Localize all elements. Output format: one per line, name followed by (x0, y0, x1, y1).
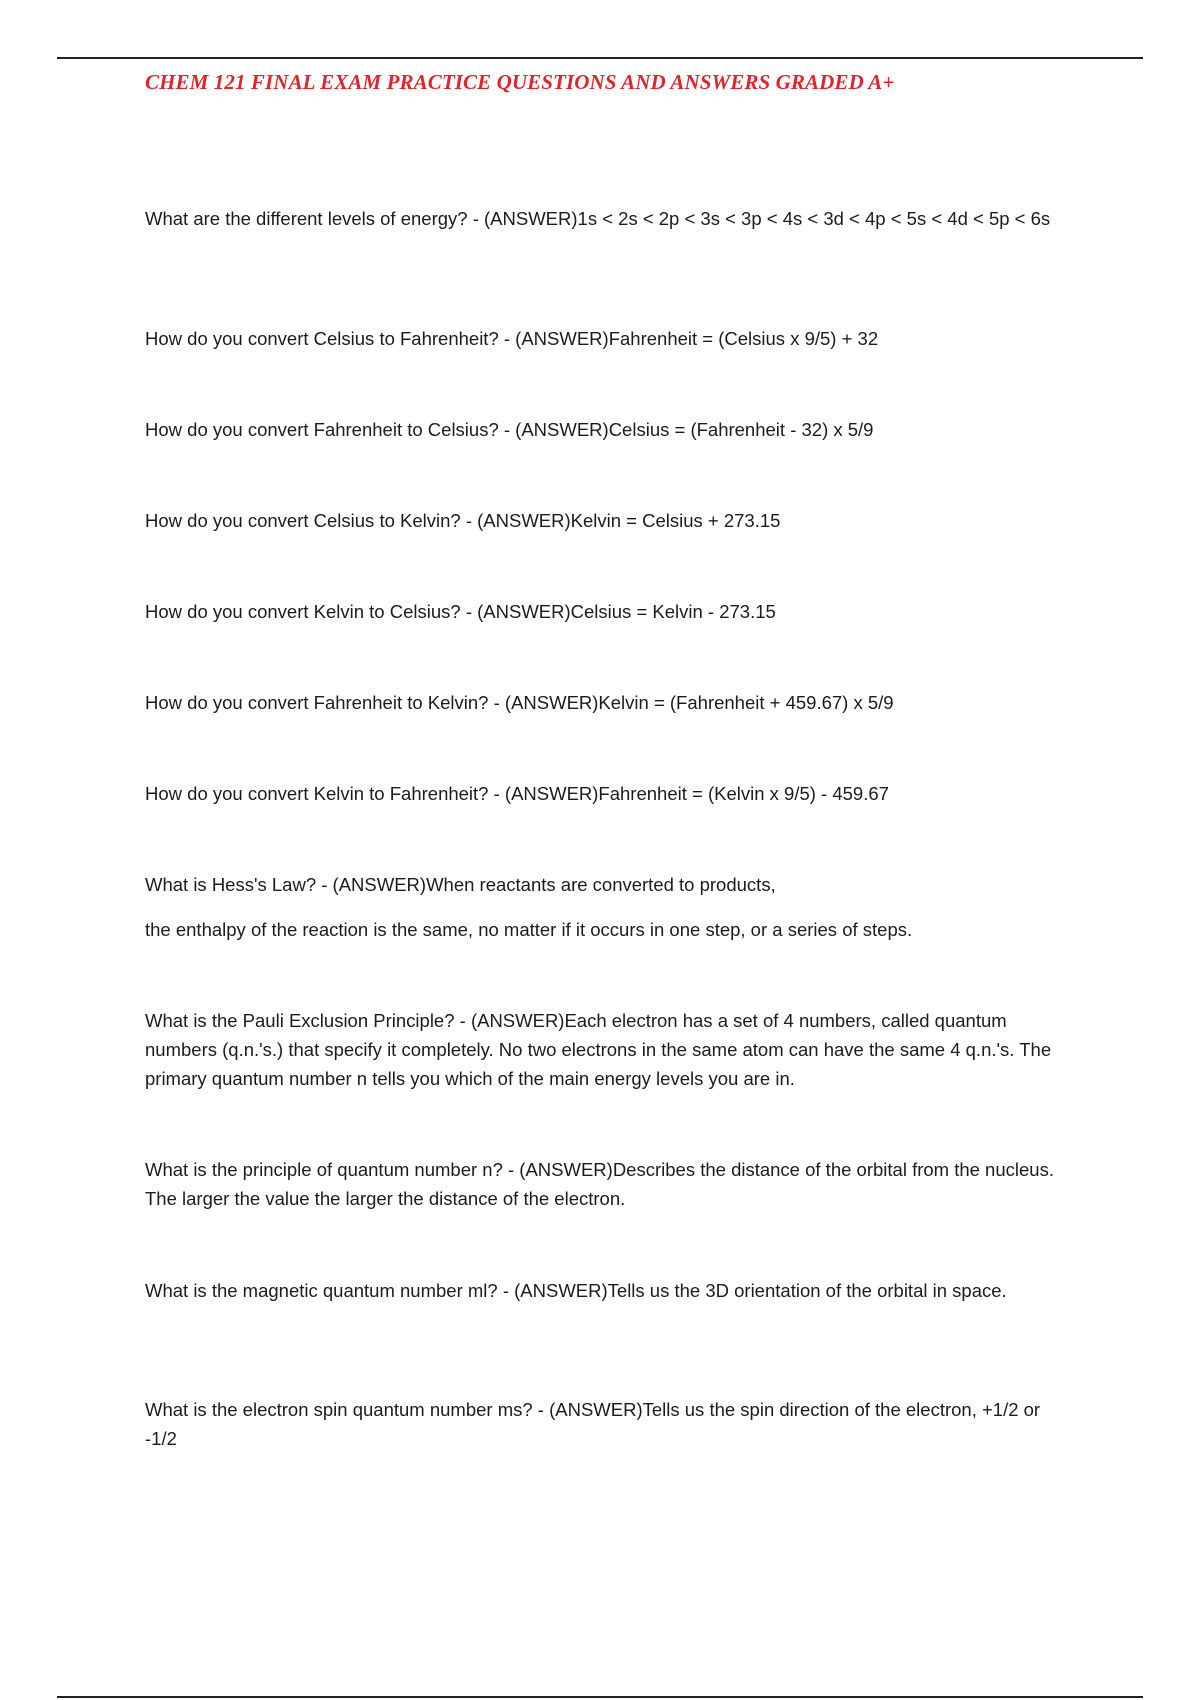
qa-text: What is the magnetic quantum number ml? - (ANSWER)Tells us the 3D orientation of the orbital in space. (145, 1280, 1007, 1301)
qa-text: How do you convert Celsius to Kelvin? - (ANSWER)Kelvin = Celsius + 273.15 (145, 510, 781, 531)
qa-entry-magnetic-quantum-number (145, 1276, 1075, 1305)
qa-entry-principal-quantum-number (145, 1155, 1075, 1213)
qa-text: How do you convert Kelvin to Celsius? - (ANSWER)Celsius = Kelvin - 273.15 (145, 601, 776, 622)
qa-text: What is the Pauli Exclusion Principle? - (ANSWER)Each electron has a set of 4 numbers, called quantum numbers (q.n.'s.) that specify it completely. No two electrons in the same atom can have the same 4 q.n.'s. The primary quantum number n tells you which of the main energy levels you are in. (145, 1010, 1052, 1089)
qa-text: What is Hess's Law? - (ANSWER)When reactants are converted to products, (145, 874, 776, 895)
top-divider (57, 57, 1143, 59)
qa-entry-hess-law (145, 870, 1075, 944)
qa-entry-spin-quantum-number (145, 1395, 1075, 1453)
qa-text: How do you convert Kelvin to Fahrenheit? - (ANSWER)Fahrenheit = (Kelvin x 9/5) - 459.67 (145, 783, 889, 804)
qa-entry-pauli-exclusion (145, 1006, 1075, 1093)
document-title: CHEM 121 FINAL EXAM PRACTICE QUESTIONS AND ANSWERS GRADED A+ (145, 70, 895, 94)
bottom-divider (57, 1696, 1143, 1698)
qa-entry-energy-levels (145, 204, 1075, 233)
qa-text: How do you convert Celsius to Fahrenheit? - (ANSWER)Fahrenheit = (Celsius x 9/5) + 32 (145, 328, 879, 349)
qa-entry-celsius-to-fahrenheit (145, 324, 1075, 353)
qa-entry-kelvin-to-fahrenheit (145, 779, 1075, 808)
qa-text: What is the principle of quantum number n? - (ANSWER)Describes the distance of the orbital from the nucleus. The larger the value the larger the distance of the electron. (145, 1159, 1054, 1209)
qa-entry-kelvin-to-celsius (145, 597, 1075, 626)
qa-entry-celsius-to-kelvin (145, 506, 1075, 535)
qa-text: What are the different levels of energy? - (ANSWER)1s < 2s < 2p < 3s < 3p < 4s < 3d < 4p < 5s < 4d < 5p < 6s (145, 208, 1051, 229)
qa-text: How do you convert Fahrenheit to Celsius? - (ANSWER)Celsius = (Fahrenheit - 32) x 5/9 (145, 419, 874, 440)
qa-text: What is the electron spin quantum number ms? - (ANSWER)Tells us the spin direction of the electron, +1/2 or -1/2 (145, 1399, 1041, 1449)
qa-entry-fahrenheit-to-kelvin (145, 688, 1075, 717)
qa-text: How do you convert Fahrenheit to Kelvin? - (ANSWER)Kelvin = (Fahrenheit + 459.67) x 5/9 (145, 692, 894, 713)
qa-entry-fahrenheit-to-celsius (145, 415, 1075, 444)
qa-text-continued: the enthalpy of the reaction is the same, no matter if it occurs in one step, or a series of steps. (145, 919, 913, 940)
